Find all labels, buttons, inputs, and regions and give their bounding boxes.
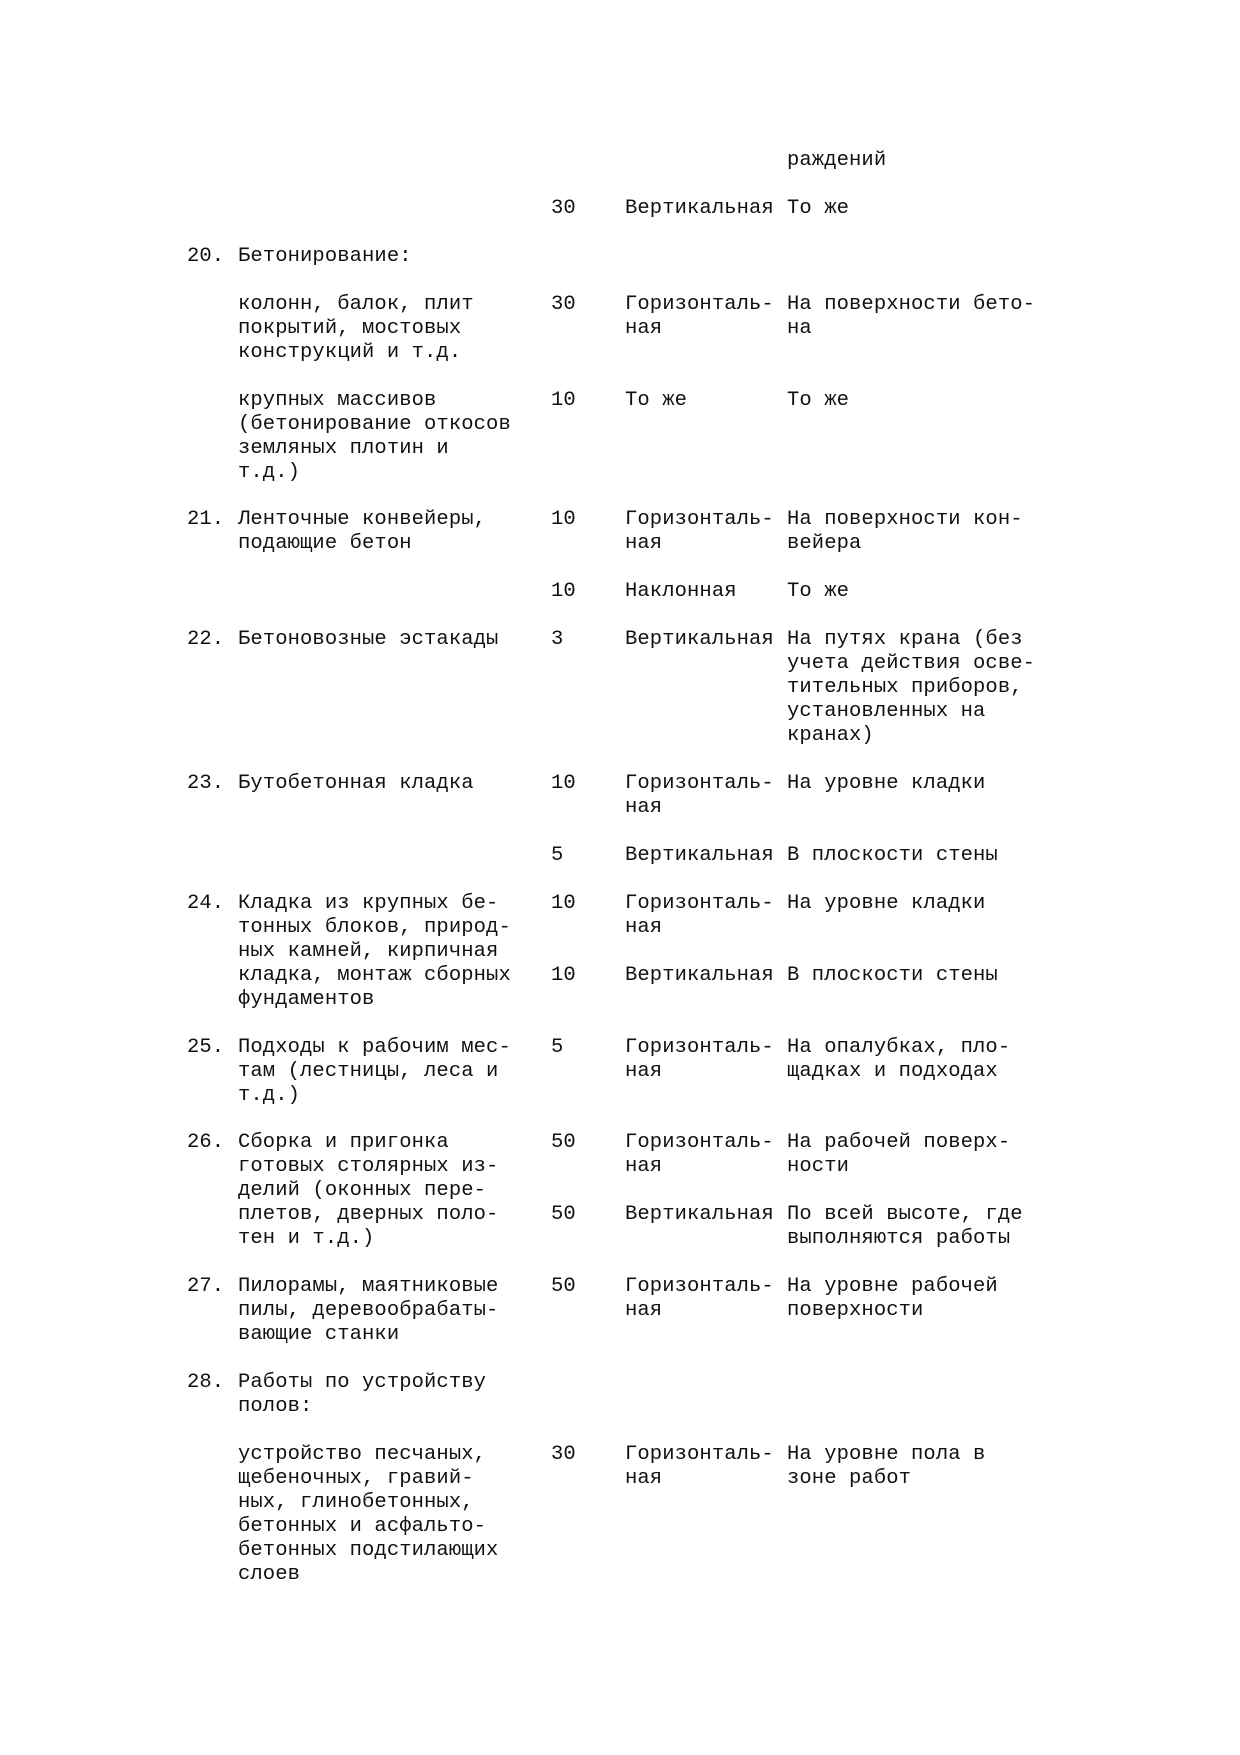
cell-plane: Горизонталь- ная bbox=[625, 1443, 774, 1490]
cell-value: 50 bbox=[551, 1275, 576, 1298]
cell-plane: Вертикальная bbox=[625, 964, 774, 987]
cell-where: На уровне кладки bbox=[787, 892, 986, 915]
cell-plane: Горизонталь- ная bbox=[625, 892, 774, 939]
cell-value: 50 bbox=[551, 1131, 576, 1154]
cell-value: 10 bbox=[551, 892, 576, 915]
cell-plane: Горизонталь- ная bbox=[625, 1275, 774, 1322]
cell-num: 28. bbox=[187, 1371, 225, 1394]
cell-plane: Горизонталь- ная bbox=[625, 1036, 774, 1083]
cell-plane: Вертикальная bbox=[625, 628, 774, 651]
cell-where: На путях крана (без учета действия осве- тительных приборов, установленных на кранах) bbox=[787, 628, 1036, 747]
cell-value: 30 bbox=[551, 197, 576, 220]
cell-num: 24. bbox=[187, 892, 225, 915]
cell-num: 25. bbox=[187, 1036, 225, 1059]
cell-where: В плоскости стены bbox=[787, 964, 998, 987]
cell-name: Бетонирование: bbox=[238, 245, 412, 268]
cell-plane: Горизонталь- ная bbox=[625, 508, 774, 555]
cell-num: 26. bbox=[187, 1131, 225, 1154]
cell-where: На поверхности бето- на bbox=[787, 293, 1036, 340]
cell-value: 10 bbox=[551, 389, 576, 412]
cell-name: Сборка и пригонка готовых столярных из- делий (оконных пере- плетов, дверных поло- тен и т.д.) bbox=[238, 1131, 499, 1250]
cell-name: Ленточные конвейеры, подающие бетон bbox=[238, 508, 487, 555]
cell-plane: Горизонталь- ная bbox=[625, 1131, 774, 1178]
cell-num: 23. bbox=[187, 772, 225, 795]
cell-num: 22. bbox=[187, 628, 225, 651]
cell-name: Работы по устройству полов: bbox=[238, 1371, 487, 1418]
cell-where: То же bbox=[787, 580, 850, 603]
cell-plane: То же bbox=[625, 389, 688, 412]
cell-plane: Горизонталь- ная bbox=[625, 772, 774, 819]
cell-where: На уровне кладки bbox=[787, 772, 986, 795]
cell-num: 27. bbox=[187, 1275, 225, 1298]
cell-name: Бутобетонная кладка bbox=[238, 772, 474, 795]
cell-name: Пилорамы, маятниковые пилы, деревообрабаты- вающие станки bbox=[238, 1275, 499, 1346]
cell-value: 30 bbox=[551, 293, 576, 316]
cell-where: На уровне рабочей поверхности bbox=[787, 1275, 998, 1322]
cell-name: Подходы к рабочим мес- там (лестницы, леса и т.д.) bbox=[238, 1036, 511, 1107]
cell-plane: Горизонталь- ная bbox=[625, 293, 774, 340]
cell-num: 21. bbox=[187, 508, 225, 531]
cell-where: То же bbox=[787, 197, 850, 220]
cell-name: устройство песчаных, щебеночных, гравий- ных, глинобетонных, бетонных и асфальто- бетонных подстилающих слоев bbox=[238, 1443, 499, 1586]
cell-value: 30 bbox=[551, 1443, 576, 1466]
cell-value: 3 bbox=[551, 628, 564, 651]
cell-where: То же bbox=[787, 389, 850, 412]
cell-value: 5 bbox=[551, 844, 564, 867]
cell-plane: Вертикальная bbox=[625, 1203, 774, 1226]
cell-plane: Вертикальная bbox=[625, 844, 774, 867]
cell-where: раждений bbox=[787, 149, 887, 172]
cell-where: На рабочей поверх- ности bbox=[787, 1131, 1011, 1178]
cell-name: крупных массивов (бетонирование откосов земляных плотин и т.д.) bbox=[238, 389, 511, 484]
cell-num: 20. bbox=[187, 245, 225, 268]
cell-value: 5 bbox=[551, 1036, 564, 1059]
cell-value: 10 bbox=[551, 580, 576, 603]
cell-name: Кладка из крупных бе- тонных блоков, природ- ных камней, кирпичная кладка, монтаж сборных фундаментов bbox=[238, 892, 511, 1011]
cell-name: Бетоновозные эстакады bbox=[238, 628, 499, 651]
cell-where: По всей высоте, где выполняются работы bbox=[787, 1203, 1023, 1250]
cell-value: 50 bbox=[551, 1203, 576, 1226]
cell-value: 10 bbox=[551, 508, 576, 531]
cell-plane: Наклонная bbox=[625, 580, 737, 603]
cell-name: колонн, балок, плит покрытий, мостовых конструкций и т.д. bbox=[238, 293, 474, 364]
cell-plane: Вертикальная bbox=[625, 197, 774, 220]
cell-where: На уровне пола в зоне работ bbox=[787, 1443, 986, 1490]
cell-value: 10 bbox=[551, 964, 576, 987]
cell-value: 10 bbox=[551, 772, 576, 795]
cell-where: На опалубках, пло- щадках и подходах bbox=[787, 1036, 1011, 1083]
cell-where: На поверхности кон- вейера bbox=[787, 508, 1023, 555]
cell-where: В плоскости стены bbox=[787, 844, 998, 867]
